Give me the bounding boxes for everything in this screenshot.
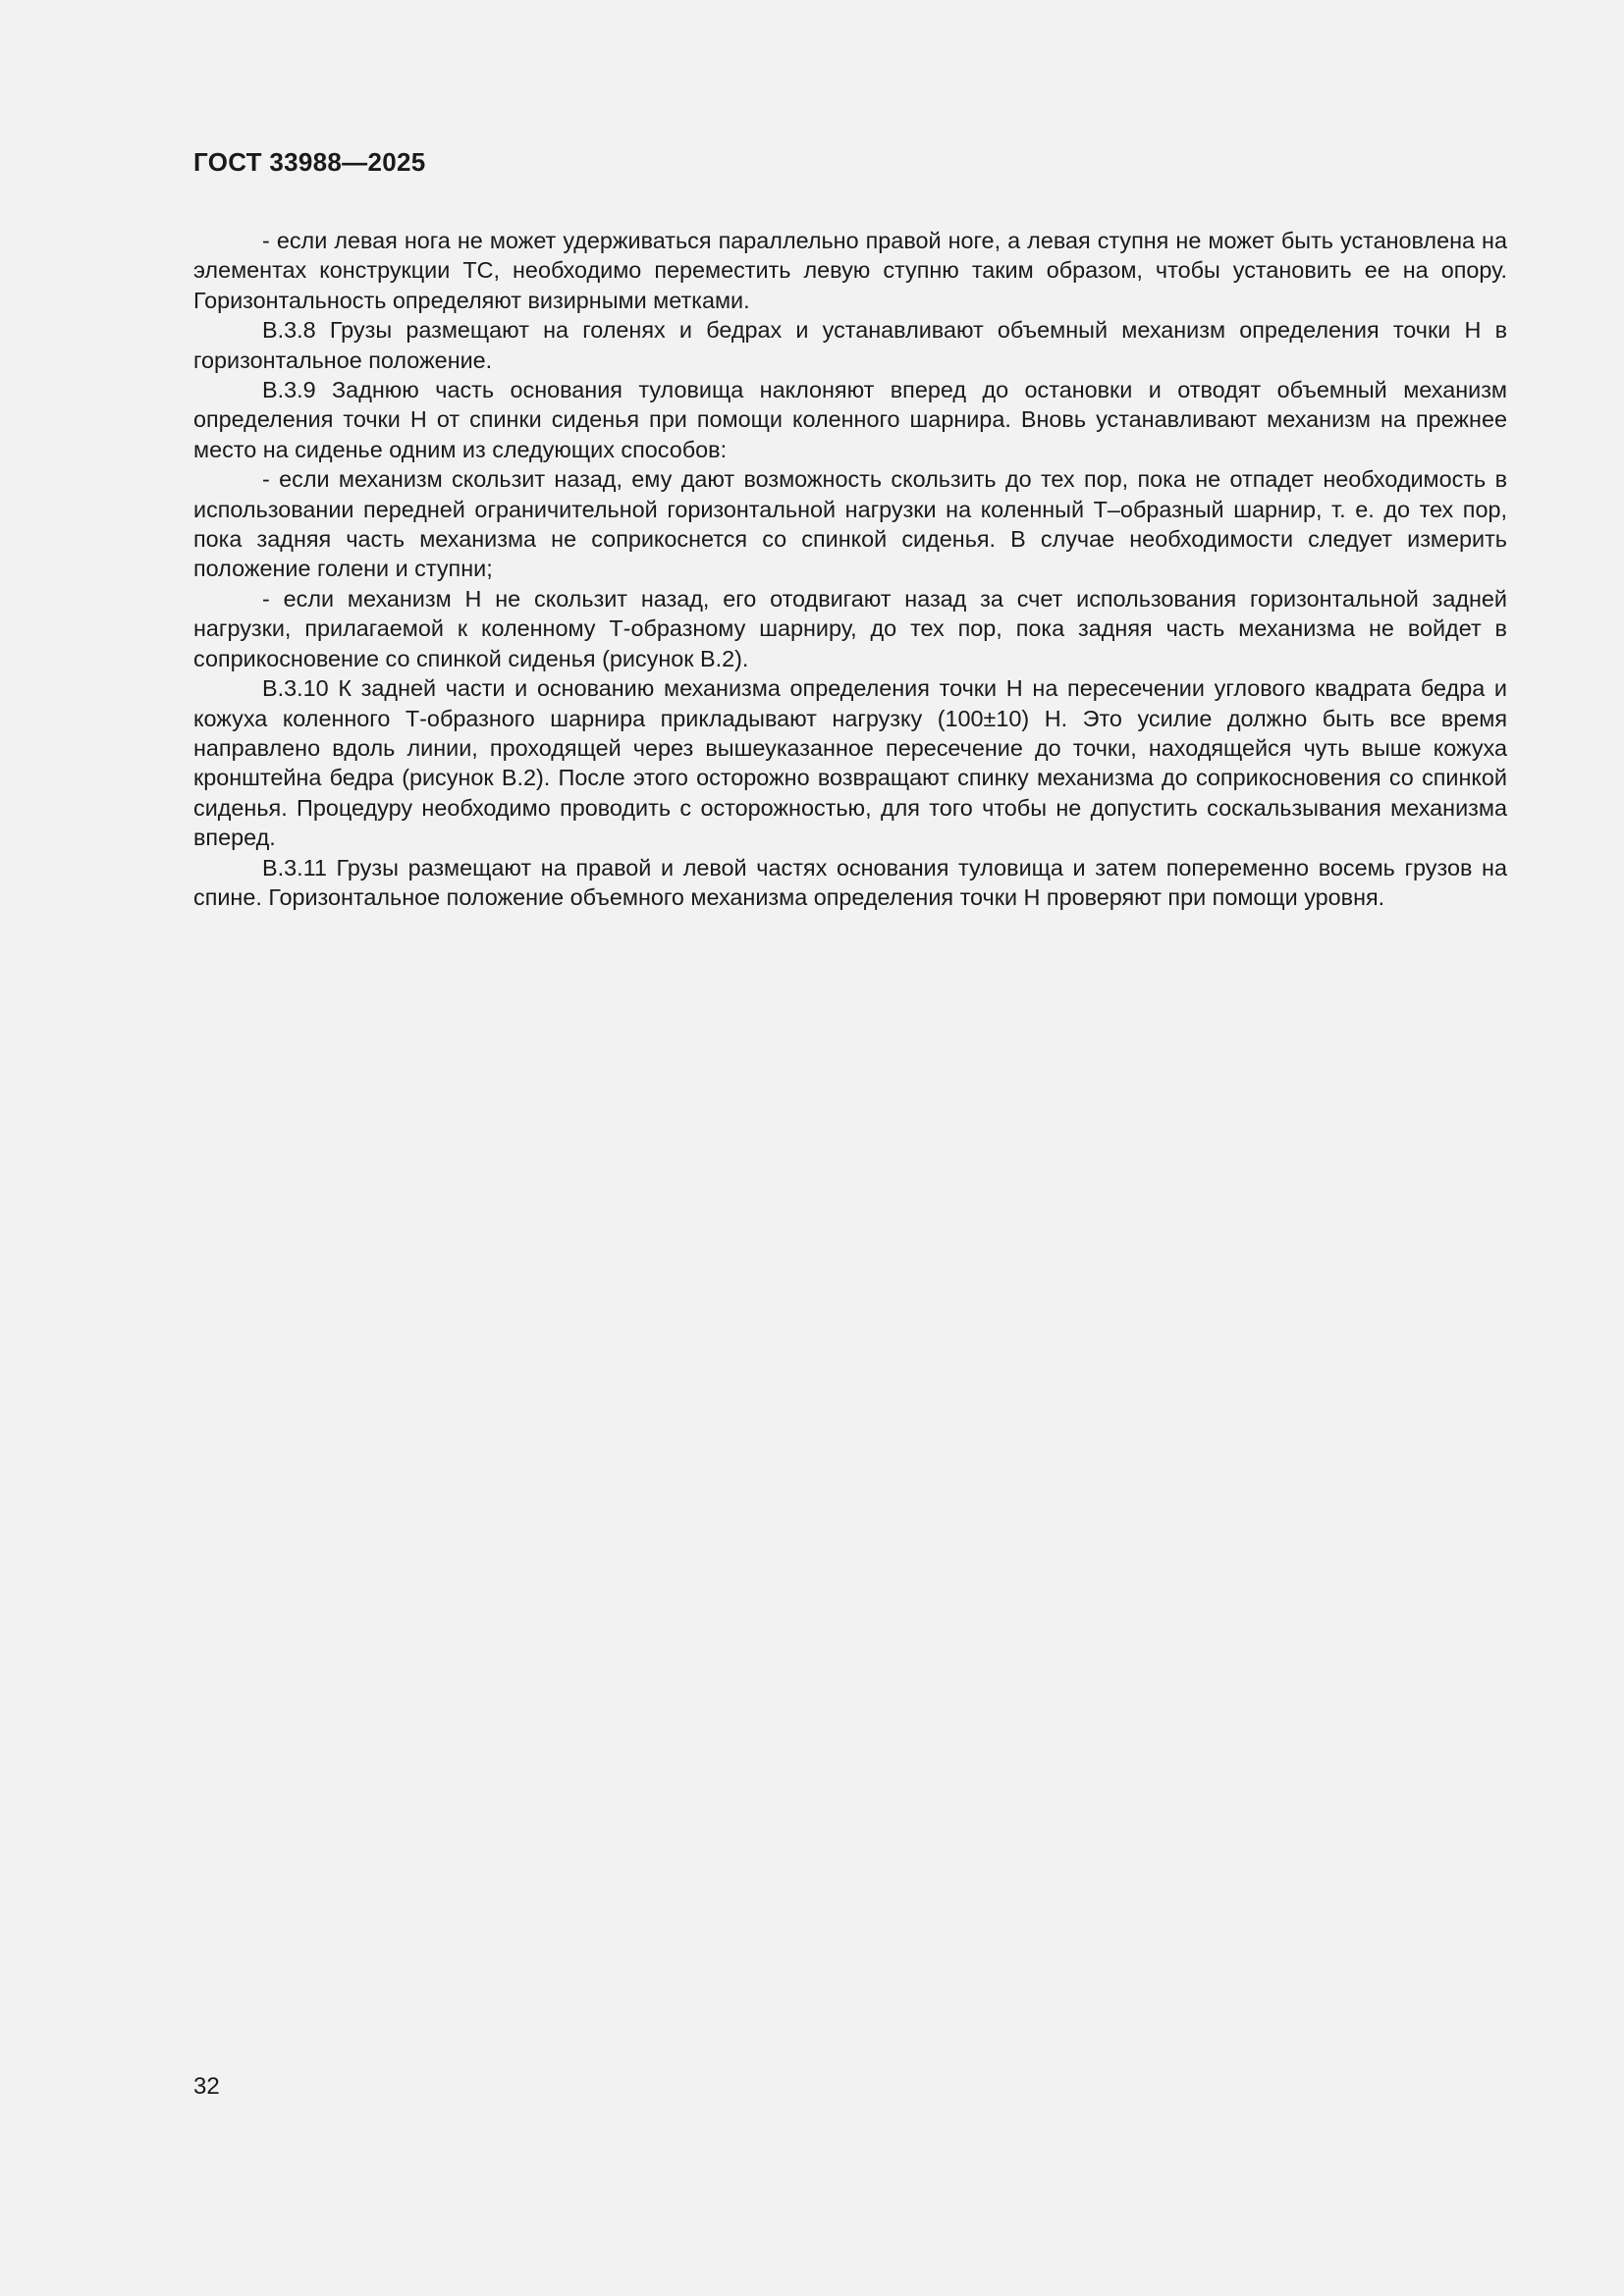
- paragraph-b-3-11: В.3.11 Грузы размещают на правой и левой частях основания туловища и затем попеременно восемь грузов на спине. Горизонтальное положение объемного механизма определения точки H проверяют при помощи уровня.: [193, 854, 1507, 910]
- page-number: 32: [193, 2073, 220, 2100]
- document-body: [193, 226, 1507, 912]
- paragraph-b-3-8: В.3.8 Грузы размещают на голенях и бедрах и устанавливают объемный механизм определения точки H в горизонтальное положение.: [193, 317, 1507, 373]
- paragraph-slides-back-option: - если механизм скользит назад, ему дают возможность скользить до тех пор, пока не отпадет необходимость в использовании передней ограничительной горизонтальной нагрузки на коленный Т–образный шарнир, т. е. до тех пор, пока задняя часть механизма не соприкоснется со спинкой сиденья. В случае необходимости следует измерить положение голени и ступни;: [193, 466, 1507, 582]
- paragraph-no-slide-option: - если механизм H не скользит назад, его отодвигают назад за счет использования горизонтальной задней нагрузки, прилагаемой к коленному Т-образному шарниру, до тех пор, пока задняя часть механизма не войдет в соприкосновение со спинкой сиденья (рисунок В.2).: [193, 585, 1507, 671]
- paragraph-left-leg-note: - если левая нога не может удерживаться параллельно правой ноге, а левая ступня не может быть установлена на элементах конструкции ТС, необходимо переместить левую ступню таким образом, чтобы установить ее на опору. Горизонтальность определяют визирными метками.: [193, 228, 1507, 313]
- document-header: ГОСТ 33988—2025: [193, 147, 426, 177]
- paragraph-b-3-9: В.3.9 Заднюю часть основания туловища наклоняют вперед до остановки и отводят объемный механизм определения точки H от спинки сиденья при помощи коленного шарнира. Вновь устанавливают механизм на прежнее место на сиденье одним из следующих способов:: [193, 377, 1507, 462]
- paragraph-b-3-10: В.3.10 К задней части и основанию механизма определения точки H на пересечении углового квадрата бедра и кожуха коленного Т-образного шарнира прикладывают нагрузку (100±10) Н. Это усилие должно быть все время направлено вдоль линии, проходящей через вышеуказанное пересечение до точки, находящейся чуть выше кожуха кронштейна бедра (рисунок В.2). После этого осторожно возвращают спинку механизма до соприкосновения со спинкой сиденья. Процедуру необходимо проводить с осторожностью, для того чтобы не допустить соскальзывания механизма вперед.: [193, 675, 1507, 851]
